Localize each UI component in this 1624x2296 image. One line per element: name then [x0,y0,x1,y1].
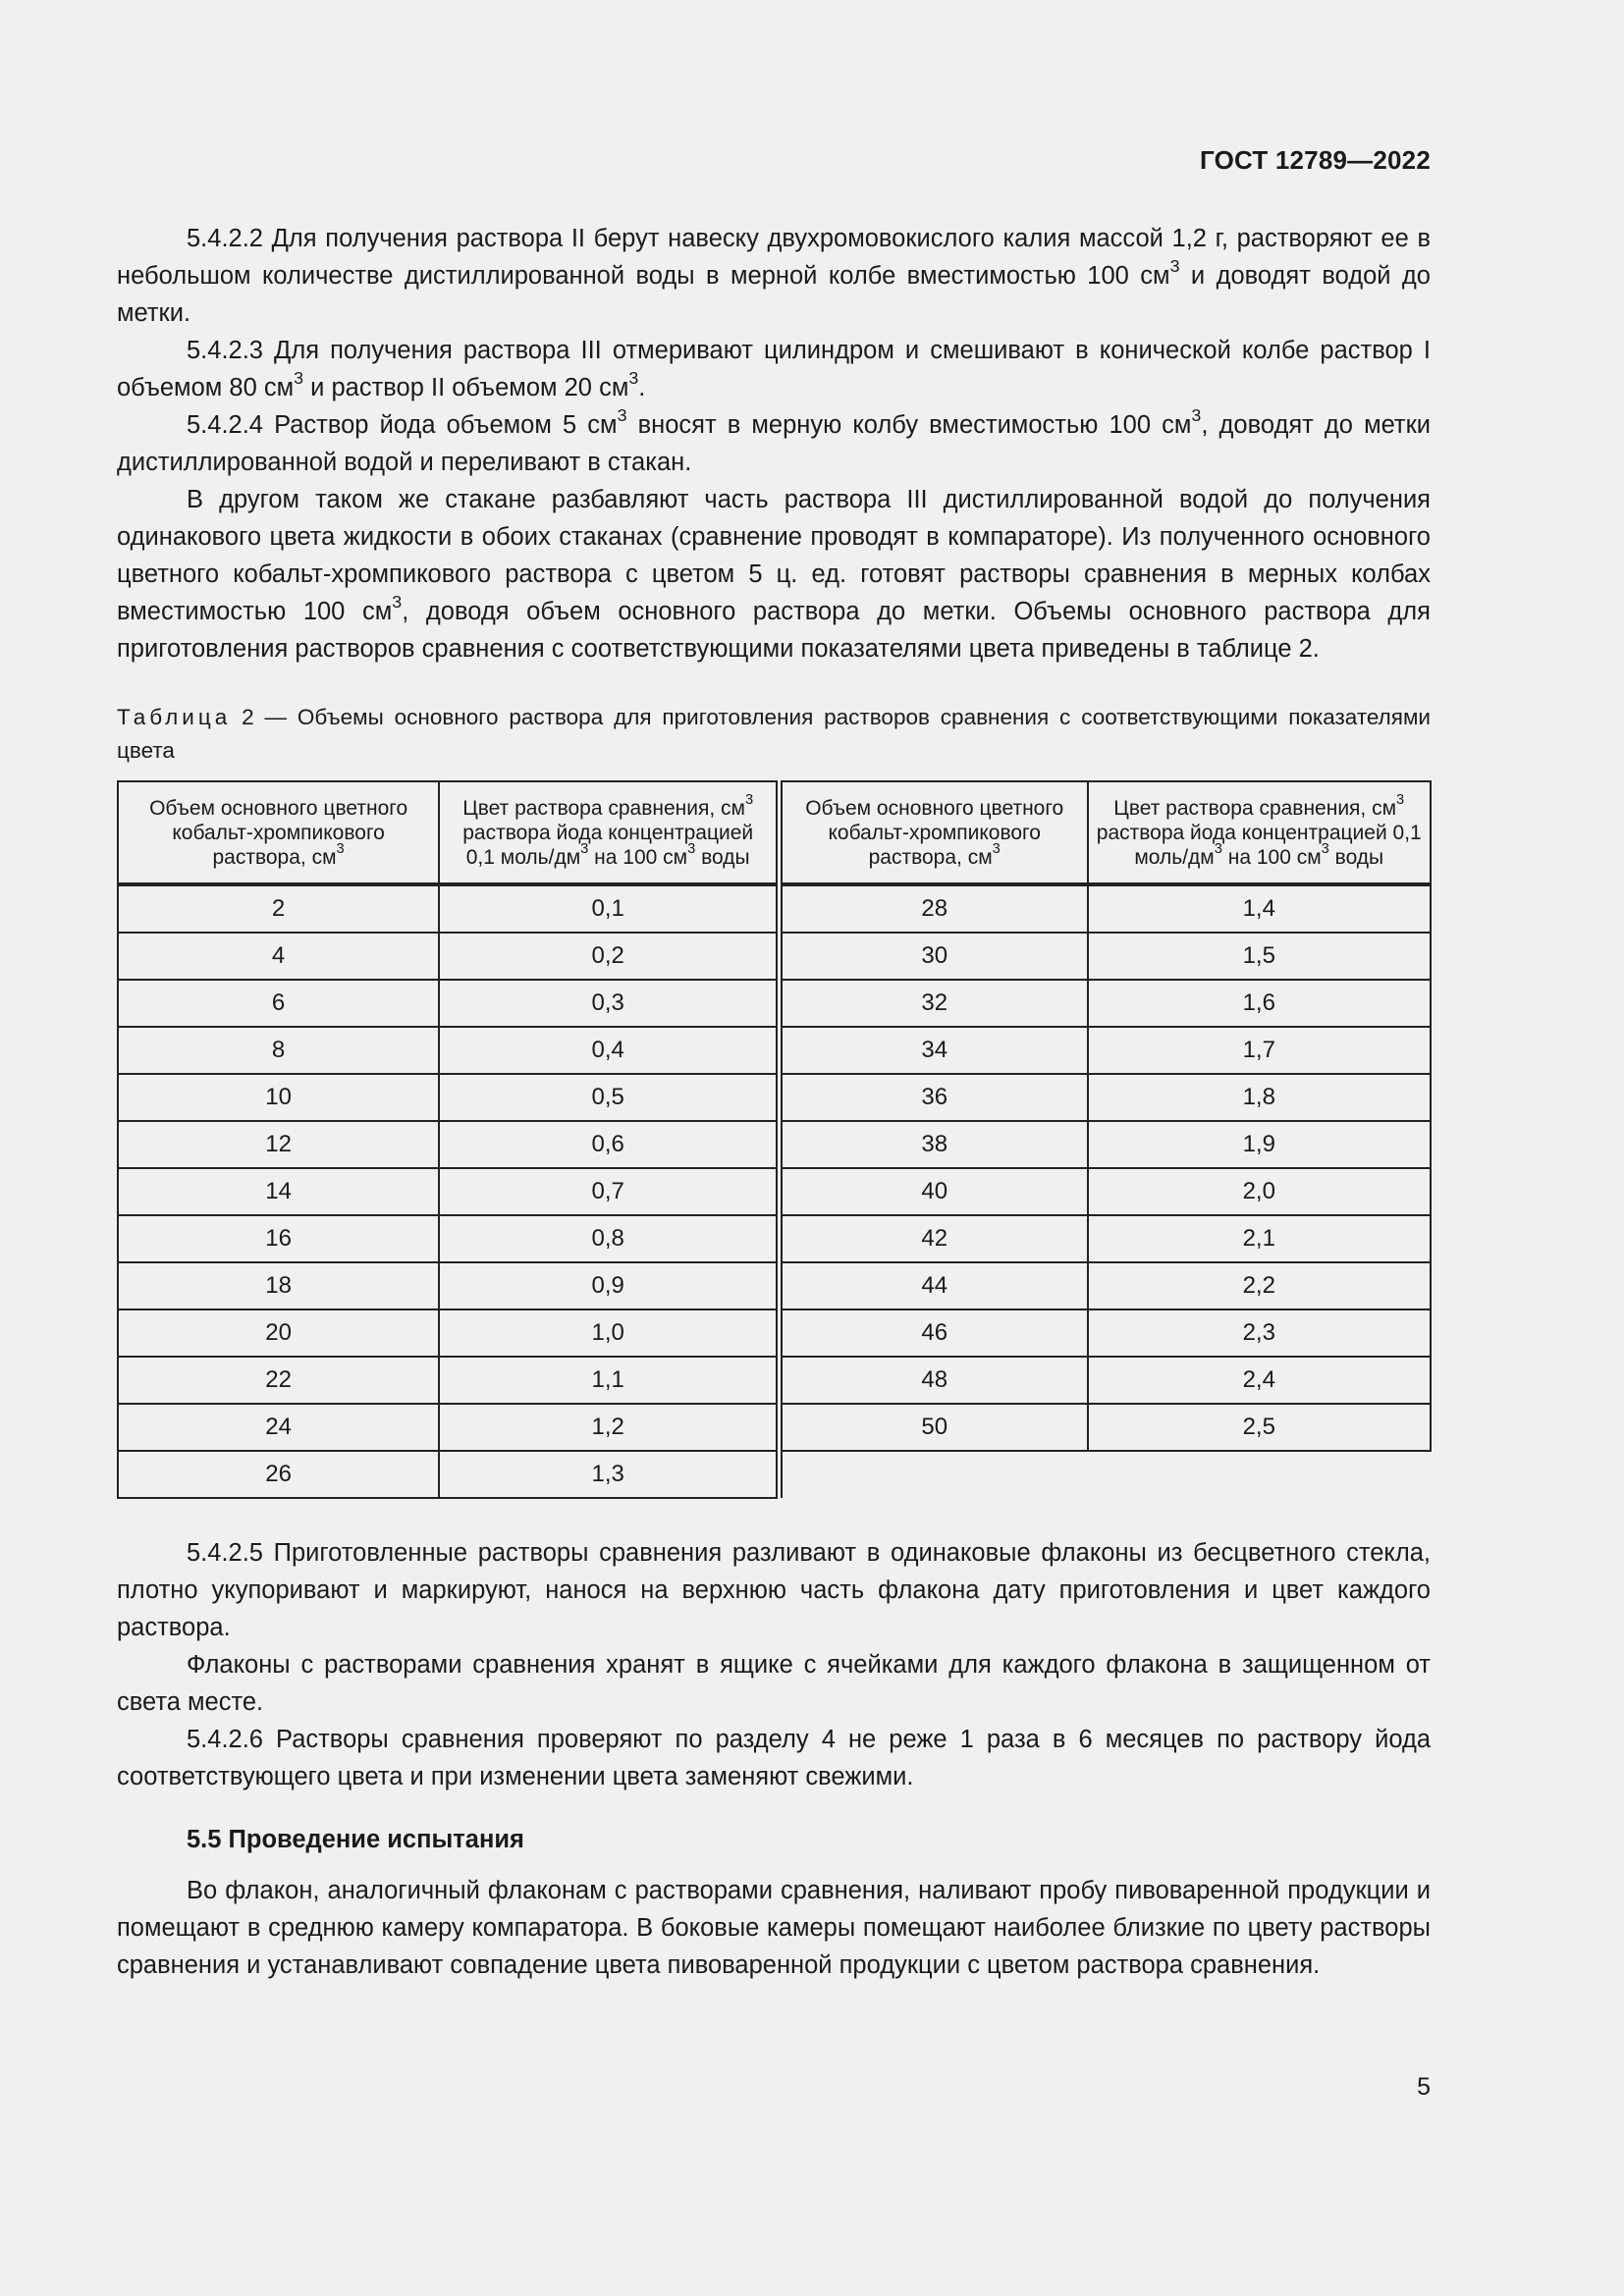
header-color-right [1088,781,1431,884]
color-cell: 0,1 [439,884,777,933]
header-text: Объем основного цветного кобальт-хромпикового раствора, см [149,796,408,869]
volume-cell: 46 [782,1309,1088,1357]
text-run: 5.4.2.4 Раствор йода объемом 5 см [187,411,618,439]
color-cell: 1,8 [1088,1074,1431,1121]
header-text: Цвет раствора сравнения, см [1113,796,1397,820]
table-caption-label: Таблица [117,705,232,729]
color-cell: 1,5 [1088,933,1431,980]
color-cell: 0,8 [439,1215,777,1262]
color-cell: 0,9 [439,1262,777,1309]
header-text: воды [695,845,750,869]
superscript: 3 [744,792,754,809]
volume-cell: 12 [118,1121,439,1168]
paragraph-5-4-2-2 [117,220,1431,332]
superscript: 3 [1191,404,1202,425]
color-cell: 0,4 [439,1027,777,1074]
volume-cell: 6 [118,980,439,1027]
color-cell: 1,4 [1088,884,1431,933]
color-cell: 2,0 [1088,1168,1431,1215]
superscript: 3 [992,841,1001,858]
color-cell: 0,5 [439,1074,777,1121]
text-run: и раствор II объемом 20 см [303,374,629,401]
table-row [118,1027,1431,1074]
body-text [117,220,1431,1984]
superscript: 3 [1214,841,1222,858]
volume-cell: 30 [782,933,1088,980]
color-cell: 2,5 [1088,1404,1431,1451]
text-run: , доводя объем основного раствора до метки. Объемы основного раствора для приготовления растворов сравнения с соответствующими показателями цвета приведены в таблице 2. [117,598,1431,663]
volume-cell: 4 [118,933,439,980]
volume-cell: 28 [782,884,1088,933]
paragraph-testing: Во флакон, аналогичный флаконам с растворами сравнения, наливают пробу пивоваренной продукции и помещают в среднюю камеру компаратора. В боковые камеры помещают наиболее близкие по цвету растворы сравнения и устанавливают совпадение цвета пивоваренной продукции с цветом раствора сравнения. [117,1877,1431,1979]
color-cell: 1,2 [439,1404,777,1451]
color-cell: 2,3 [1088,1309,1431,1357]
table-row [118,1168,1431,1215]
superscript: 3 [294,367,304,388]
header-color-left [439,781,777,884]
superscript: 3 [1321,841,1329,858]
color-cell: 2,1 [1088,1215,1431,1262]
text-run: 5.4.2.3 Для получения раствора III отмеривают цилиндром и смешивают в конической колбе раствор I объемом 80 см [117,337,1431,401]
color-cell: 2,2 [1088,1262,1431,1309]
empty-cell [1088,1451,1431,1498]
color-cell: 0,7 [439,1168,777,1215]
header-text: на 100 см [588,845,688,869]
paragraph-5-4-2-3 [117,332,1431,406]
table-row [118,884,1431,933]
color-cell: 1,6 [1088,980,1431,1027]
header-volume-right [782,781,1088,884]
header-text: воды [1328,845,1384,869]
volume-cell: 20 [118,1309,439,1357]
table-row [118,1357,1431,1404]
text-run: и доводят водой до метки. [117,262,1431,327]
table-row [118,980,1431,1027]
text-run: . [638,374,646,401]
superscript: 3 [628,367,639,388]
superscript: 3 [336,841,345,858]
paragraph-5-4-2-6: 5.4.2.6 Растворы сравнения проверяют по разделу 4 не реже 1 раза в 6 месяцев по раствору йода соответствующего цвета и при изменении цвета заменяют свежими. [117,1726,1431,1790]
table-row [118,1404,1431,1451]
paragraph-5-4-2-4 [117,406,1431,481]
volume-cell: 36 [782,1074,1088,1121]
header-volume-left [118,781,439,884]
color-cell: 1,9 [1088,1121,1431,1168]
superscript: 3 [1169,255,1180,276]
text-run: , доводят до метки дистиллированной водой и переливают в стакан. [117,411,1432,476]
comparison-solutions-table [117,780,1432,1499]
volume-cell: 18 [118,1262,439,1309]
section-title-5-5: 5.5 Проведение испытания [187,1826,524,1853]
color-cell: 0,2 [439,933,777,980]
superscript: 3 [1396,792,1405,809]
text-run: В другом таком же стакане разбавляют часть раствора III дистиллированной водой до получения одинакового цвета жидкости в обоих стаканах (сравнение проводят в компараторе). Из полученного основного цветного кобальт-хромпикового раствора с цветом 5 ц. ед. готовят растворы сравнения в мерных колбах вместимостью 100 см [117,486,1431,625]
superscript: 3 [580,841,589,858]
superscript: 3 [392,591,403,612]
volume-cell: 16 [118,1215,439,1262]
header-text: раствора йода концентрацией 0,1 моль/дм [462,821,754,869]
text-run: 5.4.2.2 Для получения раствора II берут навеску двухромовокислого калия массой 1,2 г, растворяют ее в небольшом количестве дистиллированной воды в мерной колбе вместимостью 100 см [117,225,1431,290]
table-row [118,1309,1431,1357]
table-header-row [118,781,1431,884]
after-table-text [117,1534,1431,1984]
paragraph-dilution [117,481,1431,667]
header-text: на 100 см [1221,845,1322,869]
volume-cell: 32 [782,980,1088,1027]
table-caption [117,701,1431,768]
volume-cell: 14 [118,1168,439,1215]
color-cell: 2,4 [1088,1357,1431,1404]
volume-cell: 50 [782,1404,1088,1451]
volume-cell: 2 [118,884,439,933]
table-row [118,933,1431,980]
color-cell: 1,7 [1088,1027,1431,1074]
text-run: вносят в мерную колбу вместимостью 100 см [626,411,1192,439]
table-row [118,1262,1431,1309]
volume-cell: 10 [118,1074,439,1121]
table-row [118,1215,1431,1262]
volume-cell: 26 [118,1451,439,1498]
superscript: 3 [617,404,627,425]
paragraph-storage: Флаконы с растворами сравнения хранят в ящике с ячейками для каждого флакона в защищенном от света месте. [117,1651,1431,1716]
page-number: 5 [1417,2073,1431,2101]
volume-cell: 34 [782,1027,1088,1074]
volume-cell: 44 [782,1262,1088,1309]
table-caption-text: 2 — Объемы основного раствора для приготовления растворов сравнения с соответствующими показателями цвета [117,705,1431,763]
color-cell: 1,0 [439,1309,777,1357]
empty-cell [782,1451,1088,1498]
header-text: Цвет раствора сравнения, см [462,796,745,820]
table-row [118,1121,1431,1168]
volume-cell: 24 [118,1404,439,1451]
color-cell: 1,1 [439,1357,777,1404]
header-text: раствора йода концентрацией 0,1 моль/дм [1096,821,1422,869]
paragraph-5-4-2-5: 5.4.2.5 Приготовленные растворы сравнения разливают в одинаковые флаконы из бесцветного стекла, плотно укупоривают и маркируют, нанося на верхнюю часть флакона дату приготовления и цвет каждого раствора. [117,1539,1431,1641]
volume-cell: 22 [118,1357,439,1404]
table-row [118,1451,1431,1498]
color-cell: 1,3 [439,1451,777,1498]
document-header: ГОСТ 12789—2022 [1200,145,1431,175]
color-cell: 0,6 [439,1121,777,1168]
volume-cell: 38 [782,1121,1088,1168]
volume-cell: 42 [782,1215,1088,1262]
volume-cell: 40 [782,1168,1088,1215]
superscript: 3 [687,841,696,858]
volume-cell: 8 [118,1027,439,1074]
color-cell: 0,3 [439,980,777,1027]
volume-cell: 48 [782,1357,1088,1404]
table-row [118,1074,1431,1121]
header-text: Объем основного цветного кобальт-хромпикового раствора, см [805,796,1064,869]
